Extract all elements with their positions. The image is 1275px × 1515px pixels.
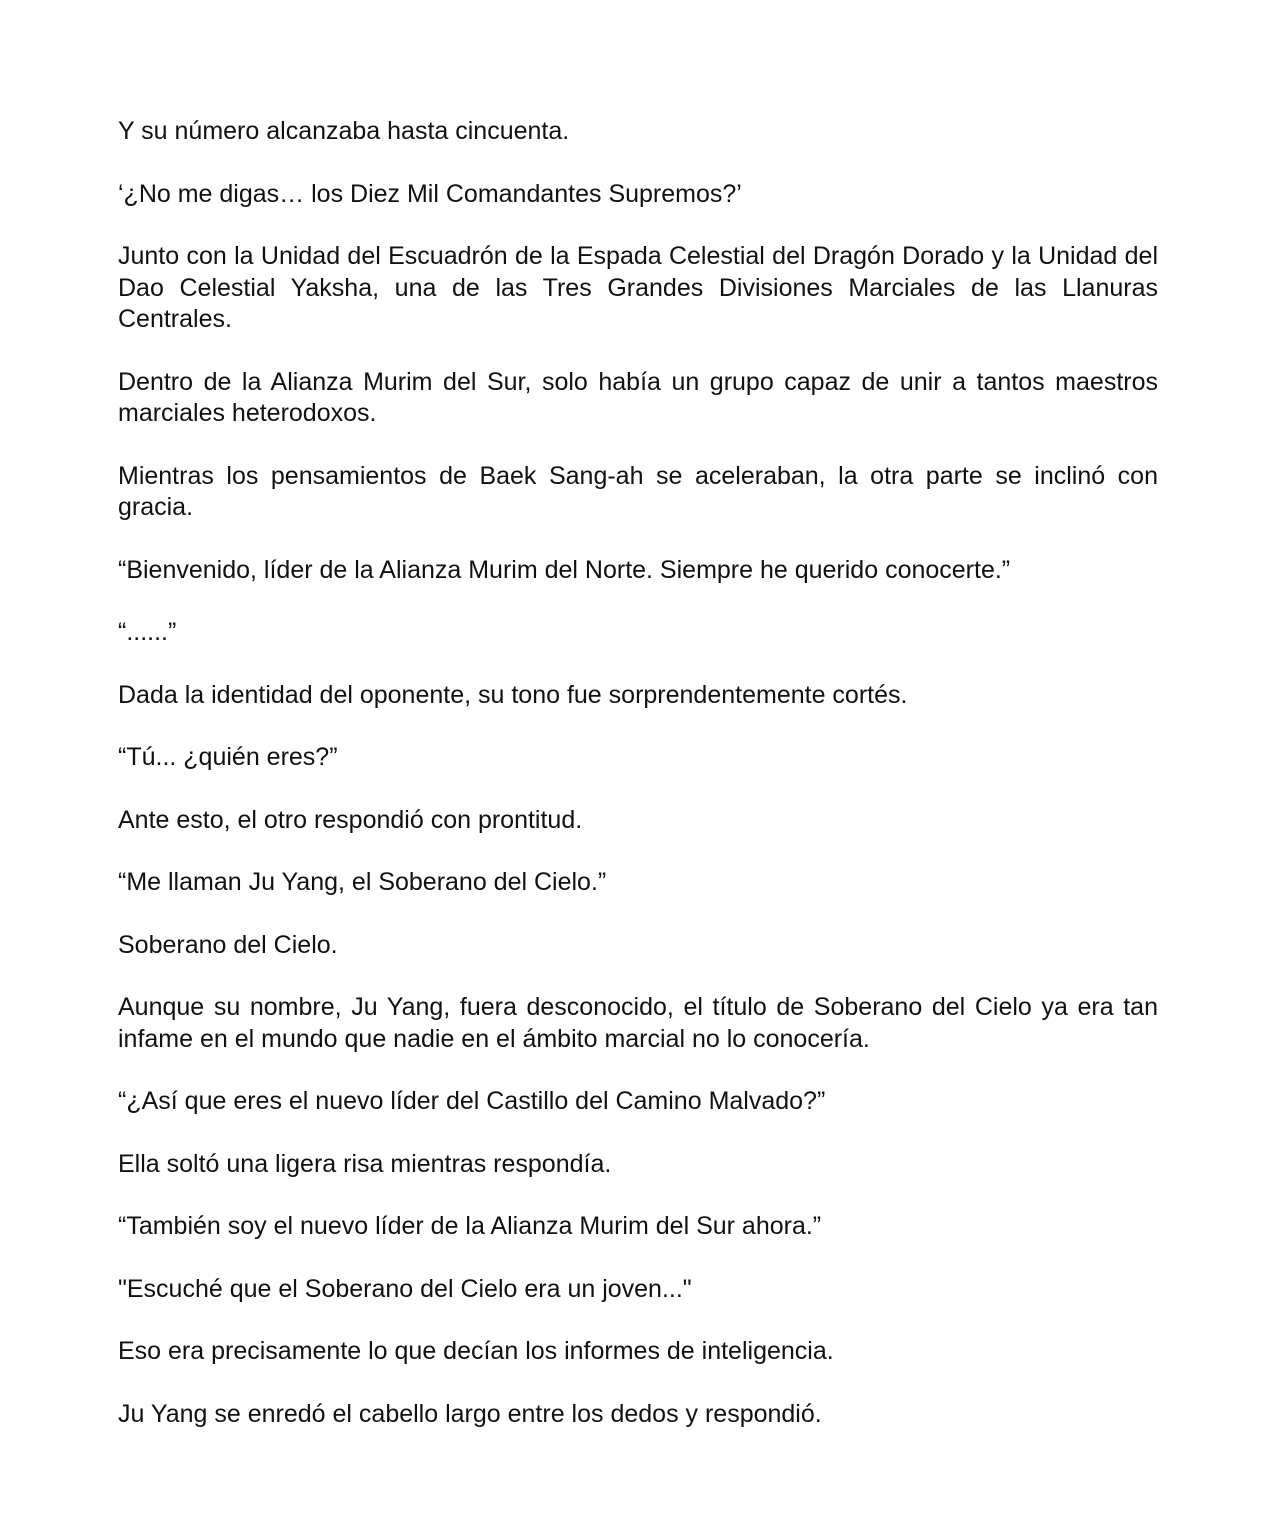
paragraph: "Escuché que el Soberano del Cielo era un joven..." xyxy=(118,1274,692,1303)
paragraph: Y su número alcanzaba hasta cincuenta. xyxy=(118,117,570,145)
paragraph: “También soy el nuevo líder de la Alianza Murim del Sur ahora.” xyxy=(118,1212,822,1240)
paragraph: Ante esto, el otro respondió con prontitud. xyxy=(118,805,583,834)
paragraph: “......” xyxy=(118,618,177,646)
paragraph: “Tú... ¿quién eres?” xyxy=(118,743,338,771)
document-page xyxy=(118,116,1158,1461)
paragraph: Junto con la Unidad del Escuadrón de la Espada Celestial del Dragón Dorado y la Unidad del Dao Celestial Yaksha, una de las Tres Grandes Divisiones Marciales de las Llanuras Centrales. xyxy=(118,242,1158,333)
paragraph: Dentro de la Alianza Murim del Sur, solo había un grupo capaz de unir a tantos maestros marciales heterodoxos. xyxy=(118,367,1158,427)
paragraph: “Me llaman Ju Yang, el Soberano del Cielo.” xyxy=(118,868,607,896)
paragraph: “Bienvenido, líder de la Alianza Murim del Norte. Siempre he querido conocerte.” xyxy=(118,555,1011,584)
paragraph: Eso era precisamente lo que decían los informes de inteligencia. xyxy=(118,1337,834,1365)
paragraph: ‘¿No me digas… los Diez Mil Comandantes Supremos?’ xyxy=(118,179,742,208)
paragraph: Ju Yang se enredó el cabello largo entre los dedos y respondió. xyxy=(118,1399,822,1428)
paragraph: “¿Así que eres el nuevo líder del Castillo del Camino Malvado?” xyxy=(118,1087,826,1115)
paragraph: Ella soltó una ligera risa mientras respondía. xyxy=(118,1149,612,1178)
paragraph: Dada la identidad del oponente, su tono fue sorprendentemente cortés. xyxy=(118,680,908,709)
paragraph: Mientras los pensamientos de Baek Sang-ah se aceleraban, la otra parte se inclinó con gracia. xyxy=(118,461,1158,521)
paragraph: Soberano del Cielo. xyxy=(118,930,338,959)
paragraph: Aunque su nombre, Ju Yang, fuera desconocido, el título de Soberano del Cielo ya era tan infame en el mundo que nadie en el ámbito marcial no lo conocería. xyxy=(118,993,1158,1053)
